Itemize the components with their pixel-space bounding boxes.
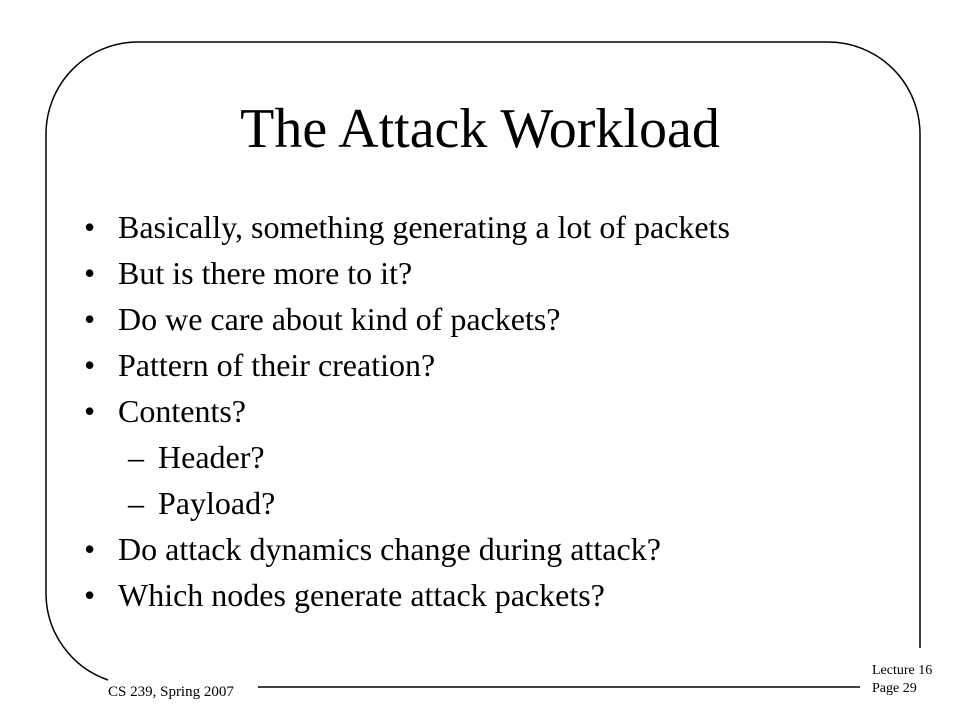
bullet-marker: • [84, 577, 96, 613]
footer-lecture: Lecture 16 [872, 663, 933, 678]
bullet-marker: • [84, 301, 96, 337]
bullet-text: But is there more to it? [118, 255, 413, 291]
bullet-text: Basically, something generating a lot of packets [118, 209, 730, 245]
footer-lecture-info [872, 662, 932, 698]
sub-bullet-text: Header? [158, 439, 265, 475]
slide-title: The Attack Workload [240, 98, 720, 160]
bullet-item [84, 526, 914, 572]
bullet-item [84, 250, 914, 296]
sub-bullet-item [84, 434, 914, 480]
footer-course: CS 239, Spring 2007 [108, 684, 234, 700]
bullet-marker: • [84, 531, 96, 567]
bullet-item [84, 296, 914, 342]
dash-marker: – [128, 439, 144, 475]
bullet-text: Pattern of their creation? [118, 347, 436, 383]
bullet-text: Which nodes generate attack packets? [118, 577, 605, 613]
bullet-text: Contents? [118, 393, 246, 429]
bullet-list [84, 204, 914, 618]
bullet-item [84, 572, 914, 618]
dash-marker: – [128, 485, 144, 521]
sub-bullet-text: Payload? [158, 485, 276, 521]
footer-page: Page 29 [872, 681, 917, 696]
sub-bullet-item [84, 480, 914, 526]
bullet-text: Do we care about kind of packets? [118, 301, 561, 337]
bullet-marker: • [84, 255, 96, 291]
bullet-marker: • [84, 347, 96, 383]
bullet-text: Do attack dynamics change during attack? [118, 531, 661, 567]
bullet-item [84, 204, 914, 250]
bullet-marker: • [84, 209, 96, 245]
bullet-item [84, 388, 914, 434]
bullet-marker: • [84, 393, 96, 429]
bullet-item [84, 342, 914, 388]
